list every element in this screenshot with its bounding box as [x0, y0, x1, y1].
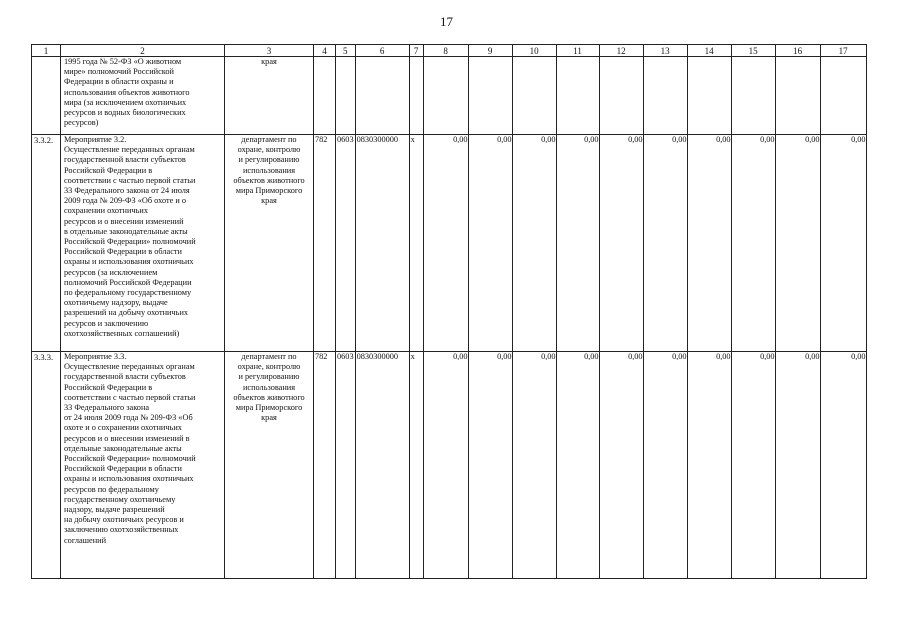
value-cell [643, 57, 687, 135]
header-cell: 17 [820, 45, 866, 57]
table-row [32, 352, 867, 579]
value-cell: 0,00 [820, 135, 866, 352]
header-cell: 6 [355, 45, 409, 57]
value-cell: 0,00 [468, 135, 512, 352]
measure-description: 1995 года № 52-ФЗ «О животном мире» полномочий Российской Федерации в области охраны и использования объектов животного мира (за исключением охотничьих ресурсов и водных биологических ресурсов) [61, 57, 225, 135]
table-row [32, 135, 867, 352]
header-cell: 14 [687, 45, 731, 57]
value-cell [775, 57, 820, 135]
value-cell [820, 57, 866, 135]
header-cell: 9 [468, 45, 512, 57]
value-cell: 0,00 [556, 135, 599, 352]
header-row [32, 45, 867, 57]
value-cell: 0,00 [775, 135, 820, 352]
value-cell [599, 57, 643, 135]
header-cell: 8 [423, 45, 468, 57]
value-cell: 0,00 [556, 352, 599, 579]
grbs-code [314, 57, 336, 135]
header-cell: 13 [643, 45, 687, 57]
row-number: 3.3.3. [32, 352, 61, 579]
value-cell: 0,00 [599, 352, 643, 579]
header-cell: 12 [599, 45, 643, 57]
value-cell: 0,00 [643, 135, 687, 352]
target-article-code [355, 57, 409, 135]
header-cell: 16 [775, 45, 820, 57]
value-cell: 0,00 [599, 135, 643, 352]
executor: департамент по охране, контролю и регулированию использования объектов животного мира Приморского края [225, 135, 314, 352]
value-cell: 0,00 [512, 352, 556, 579]
header-cell: 7 [409, 45, 423, 57]
executor: департамент по охране, контролю и регулированию использования объектов животного мира Приморского края [225, 352, 314, 579]
header-cell: 4 [314, 45, 336, 57]
expense-type-code: x [409, 135, 423, 352]
expense-type-code: x [409, 352, 423, 579]
measure-description: Мероприятие 3.2. Осуществление переданных органам государственной власти субъектов Российской Федерации в соответствии с частью первой статьи 33 Федерального закона от 24 июля 2009 года № 209-ФЗ «Об охоте и о сохранении охотничьих ресурсов и о внесении изменений в отдельные законодательные акты Российской Федерации» полномочий Российской Федерации в области охраны и использования охотничьих ресурсов (за исключением полномочий Российской Федерации по федеральному государственному охотничьему надзору, выдаче разрешений на добычу охотничьих ресурсов и заключению охотхозяйственных соглашений) [61, 135, 225, 352]
value-cell: 0,00 [687, 352, 731, 579]
value-cell: 0,00 [423, 135, 468, 352]
value-cell [468, 57, 512, 135]
section-code: 0603 [336, 352, 356, 579]
value-cell: 0,00 [731, 135, 775, 352]
header-cell: 1 [32, 45, 61, 57]
page-number: 17 [440, 14, 453, 29]
value-cell [423, 57, 468, 135]
row-number: 3.3.2. [32, 135, 61, 352]
measure-description: Мероприятие 3.3. Осуществление переданных органам государственной власти субъектов Российской Федерации в соответствии с частью первой статьи 33 Федерального закона от 24 июля 2009 года № 209-ФЗ «Об охоте и о сохранении охотничьих ресурсов и о внесении изменений в отдельные законодательные акты Российской Федерации» полномочий Российской Федерации в области охраны и использования охотничьих ресурсов по федеральному государственному охотничьему надзору, выдаче разрешений на добычу охотничьих ресурсов и заключению охотхозяйственных соглашений [61, 352, 225, 579]
value-cell [556, 57, 599, 135]
value-cell [512, 57, 556, 135]
target-article-code: 0830300000 [355, 135, 409, 352]
value-cell [687, 57, 731, 135]
table-row [32, 57, 867, 135]
header-cell: 5 [336, 45, 356, 57]
header-cell: 3 [225, 45, 314, 57]
value-cell: 0,00 [731, 352, 775, 579]
header-cell: 11 [556, 45, 599, 57]
value-cell: 0,00 [512, 135, 556, 352]
header-cell: 15 [731, 45, 775, 57]
value-cell: 0,00 [820, 352, 866, 579]
executor: края [225, 57, 314, 135]
header-cell: 10 [512, 45, 556, 57]
row-number [32, 57, 61, 135]
header-cell: 2 [61, 45, 225, 57]
expense-type-code [409, 57, 423, 135]
measures-table [31, 44, 867, 579]
section-code [336, 57, 356, 135]
value-cell: 0,00 [643, 352, 687, 579]
value-cell: 0,00 [468, 352, 512, 579]
grbs-code: 782 [314, 352, 336, 579]
value-cell: 0,00 [423, 352, 468, 579]
target-article-code: 0830300000 [355, 352, 409, 579]
value-cell: 0,00 [775, 352, 820, 579]
section-code: 0603 [336, 135, 356, 352]
grbs-code: 782 [314, 135, 336, 352]
value-cell [731, 57, 775, 135]
value-cell: 0,00 [687, 135, 731, 352]
